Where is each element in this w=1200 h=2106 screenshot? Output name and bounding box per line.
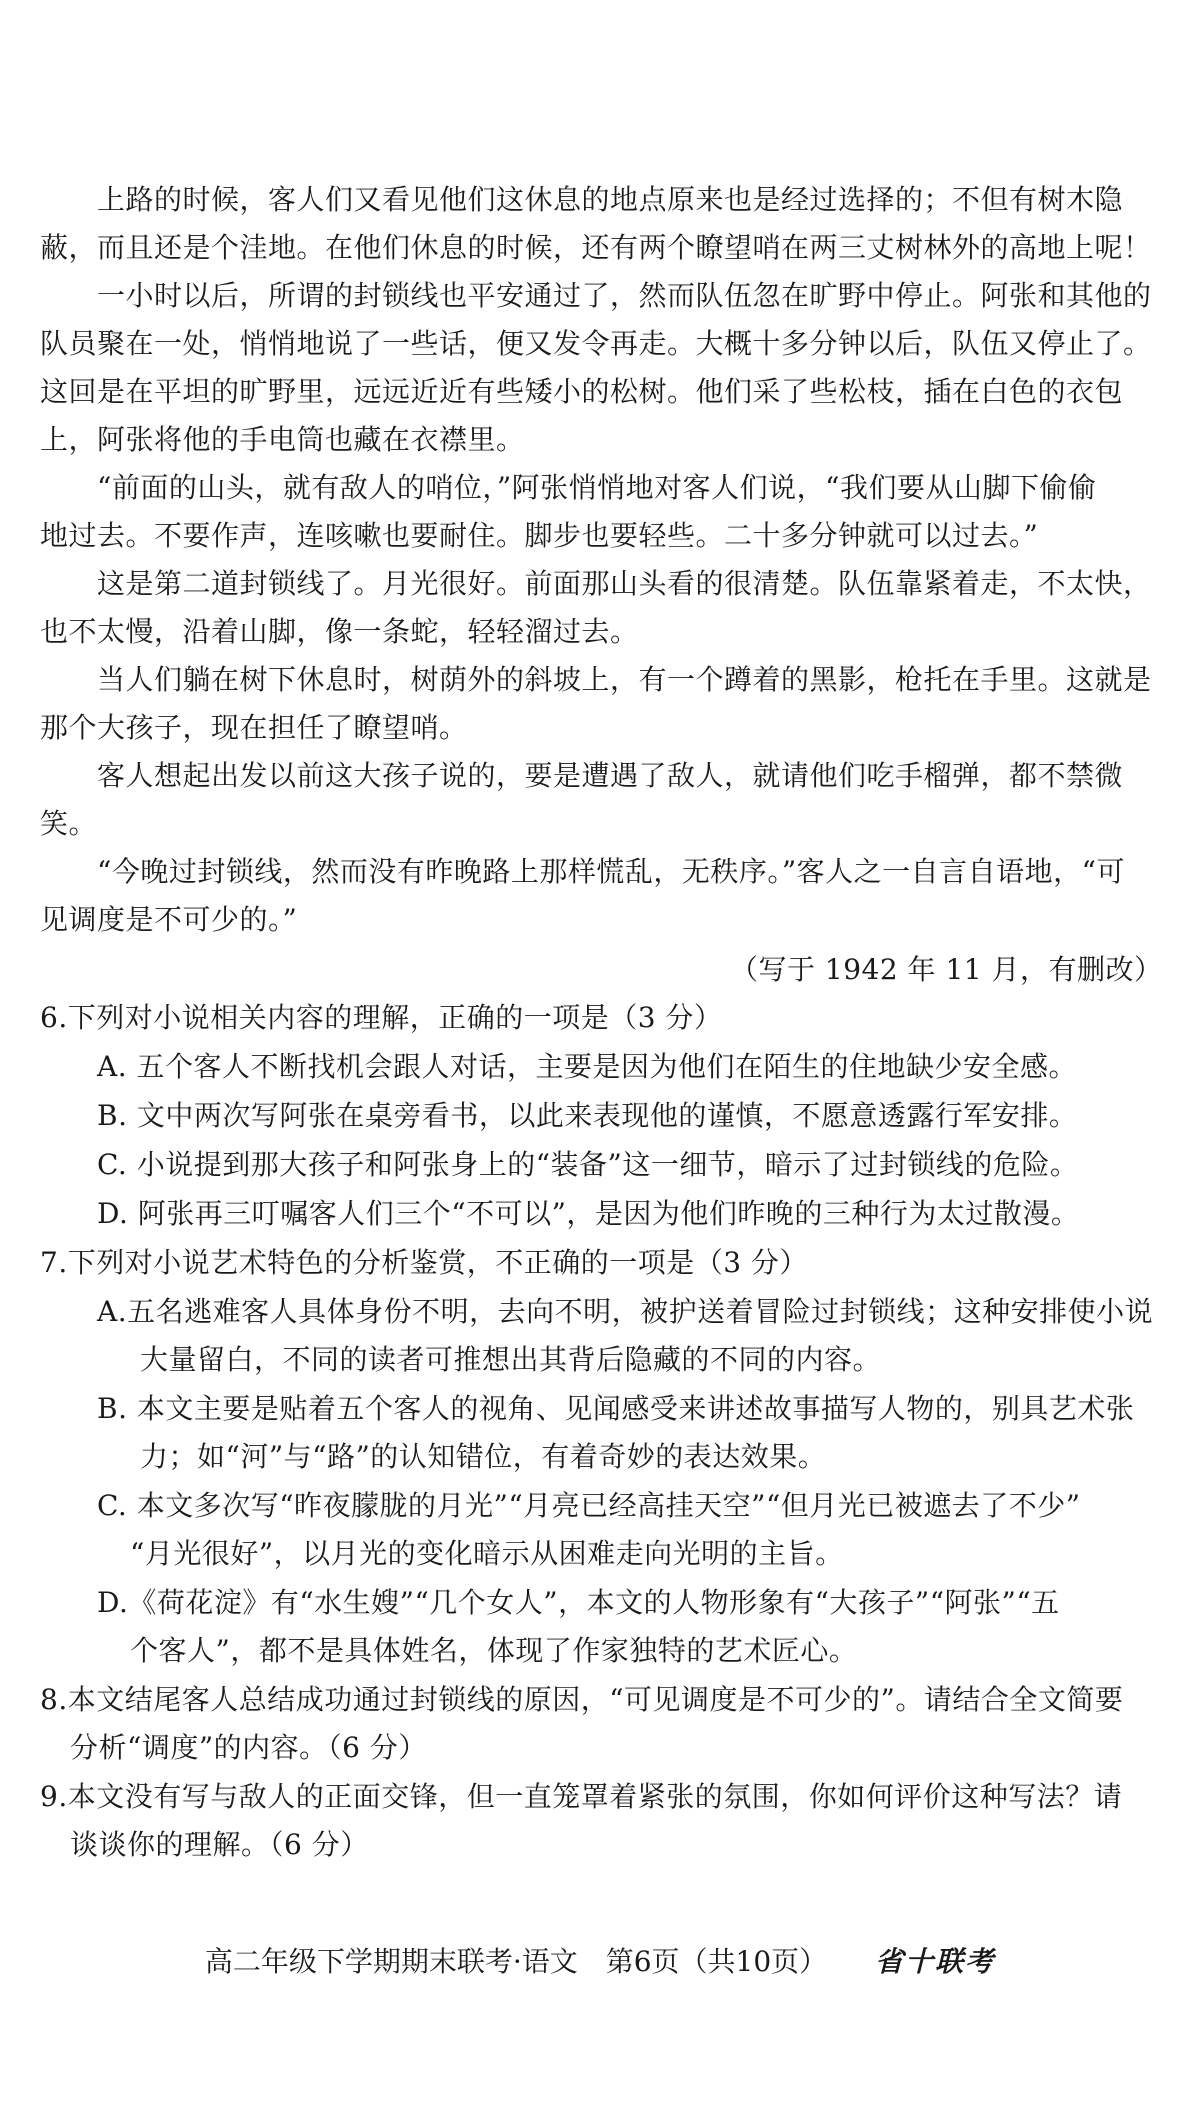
passage-line: 地过去。不要作声，连咳嗽也要耐住。脚步也要轻些。二十多分钟就可以过去。” xyxy=(40,519,1039,552)
page-footer xyxy=(0,1942,1200,1982)
question-7-option-d: D.《荷花淀》有“水生嫂”“几个女人”，本文的人物形象有“大孩子”“阿张”“五 xyxy=(97,1586,1060,1619)
passage-line: 见调度是不可少的。” xyxy=(40,903,298,936)
passage-line: 这回是在平坦的旷野里，远远近近有些矮小的松树。他们采了些松枝，插在白色的衣包 xyxy=(40,375,1124,408)
source-note: （写于 1942 年 11 月，有删改） xyxy=(730,953,1163,986)
question-7-option-d-cont: 个客人”，都不是具体姓名，体现了作家独特的艺术匠心。 xyxy=(130,1634,858,1667)
footer-exam-info: 高二年级下学期期末联考·语文 第6页（共10页） xyxy=(204,1945,828,1978)
footer-brand: 省十联考 xyxy=(875,1945,996,1978)
passage-line: 当人们躺在树下休息时，树荫外的斜坡上，有一个蹲着的黑影，枪托在手里。这就是 xyxy=(97,663,1152,696)
question-7-option-a: A.五名逃难客人具体身份不明，去向不明，被护送着冒险过封锁线；这种安排使小说 xyxy=(97,1295,1154,1328)
passage-line: 那个大孩子，现在担任了瞭望哨。 xyxy=(40,711,468,744)
passage-line: 一小时以后，所谓的封锁线也平安通过了，然而队伍忽在旷野中停止。阿张和其他的 xyxy=(97,279,1152,312)
question-8-stem-cont: 分析“调度”的内容。（6 分） xyxy=(70,1731,427,1764)
question-6-option-b: B. 文中两次写阿张在桌旁看书，以此来表现他的谨慎，不愿意透露行军安排。 xyxy=(97,1099,1078,1132)
question-6-stem: 6.下列对小说相关内容的理解，正确的一项是（3 分） xyxy=(40,1001,723,1034)
question-7-stem: 7.下列对小说艺术特色的分析鉴赏，不正确的一项是（3 分） xyxy=(40,1246,808,1279)
passage-line: “今晚过封锁线，然而没有昨晚路上那样慌乱，无秩序。”客人之一自言自语地，“可 xyxy=(97,855,1125,888)
passage-line: 上，阿张将他的手电筒也藏在衣襟里。 xyxy=(40,423,525,456)
question-8-stem: 8.本文结尾客人总结成功通过封锁线的原因，“可见调度是不可少的”。请结合全文简要 xyxy=(40,1683,1124,1716)
question-7-option-a-cont: 大量留白，不同的读者可推想出其背后隐藏的不同的内容。 xyxy=(140,1343,882,1376)
question-9-stem: 9.本文没有写与敌人的正面交锋，但一直笼罩着紧张的氛围，你如何评价这种写法？请 xyxy=(40,1780,1123,1813)
question-7-option-c-cont: “月光很好”，以月光的变化暗示从困难走向光明的主旨。 xyxy=(130,1537,844,1570)
question-7-option-b: B. 本文主要是贴着五个客人的视角、见闻感受来讲述故事描写人物的，别具艺术张 xyxy=(97,1392,1135,1425)
passage-line: “前面的山头，就有敌人的哨位，”阿张悄悄地对客人们说，“我们要从山脚下偷偷 xyxy=(97,471,1097,504)
passage-line: 客人想起出发以前这大孩子说的，要是遭遇了敌人，就请他们吃手榴弹，都不禁微 xyxy=(97,759,1124,792)
passage-line: 上路的时候，客人们又看见他们这休息的地点原来也是经过选择的；不但有树木隐 xyxy=(97,183,1124,216)
passage-line: 也不太慢，沿着山脚，像一条蛇，轻轻溜过去。 xyxy=(40,615,639,648)
question-6-option-c: C. 小说提到那大孩子和阿张身上的“装备”这一细节，暗示了过封锁线的危险。 xyxy=(97,1148,1079,1181)
question-7-option-c: C. 本文多次写“昨夜朦胧的月光”“月亮已经高挂天空”“但月光已被遮去了不少” xyxy=(97,1489,1081,1522)
passage-line: 蔽，而且还是个洼地。在他们休息的时候，还有两个瞭望哨在两三丈树林外的高地上呢！ xyxy=(40,231,1152,264)
question-9-stem-cont: 谈谈你的理解。（6 分） xyxy=(70,1828,369,1861)
question-6-option-d: D. 阿张再三叮嘱客人们三个“不可以”，是因为他们昨晚的三种行为太过散漫。 xyxy=(97,1197,1080,1230)
question-7-option-b-cont: 力；如“河”与“路”的认知错位，有着奇妙的表达效果。 xyxy=(140,1440,827,1473)
question-6-option-a: A. 五个客人不断找机会跟人对话，主要是因为他们在陌生的住地缺少安全感。 xyxy=(97,1050,1078,1083)
passage-line: 这是第二道封锁线了。月光很好。前面那山头看的很清楚。队伍靠紧着走，不太快， xyxy=(97,567,1152,600)
passage-line: 笑。 xyxy=(40,807,98,840)
passage-line: 队员聚在一处，悄悄地说了一些话，便又发令再走。大概十多分钟以后，队伍又停止了。 xyxy=(40,327,1152,360)
